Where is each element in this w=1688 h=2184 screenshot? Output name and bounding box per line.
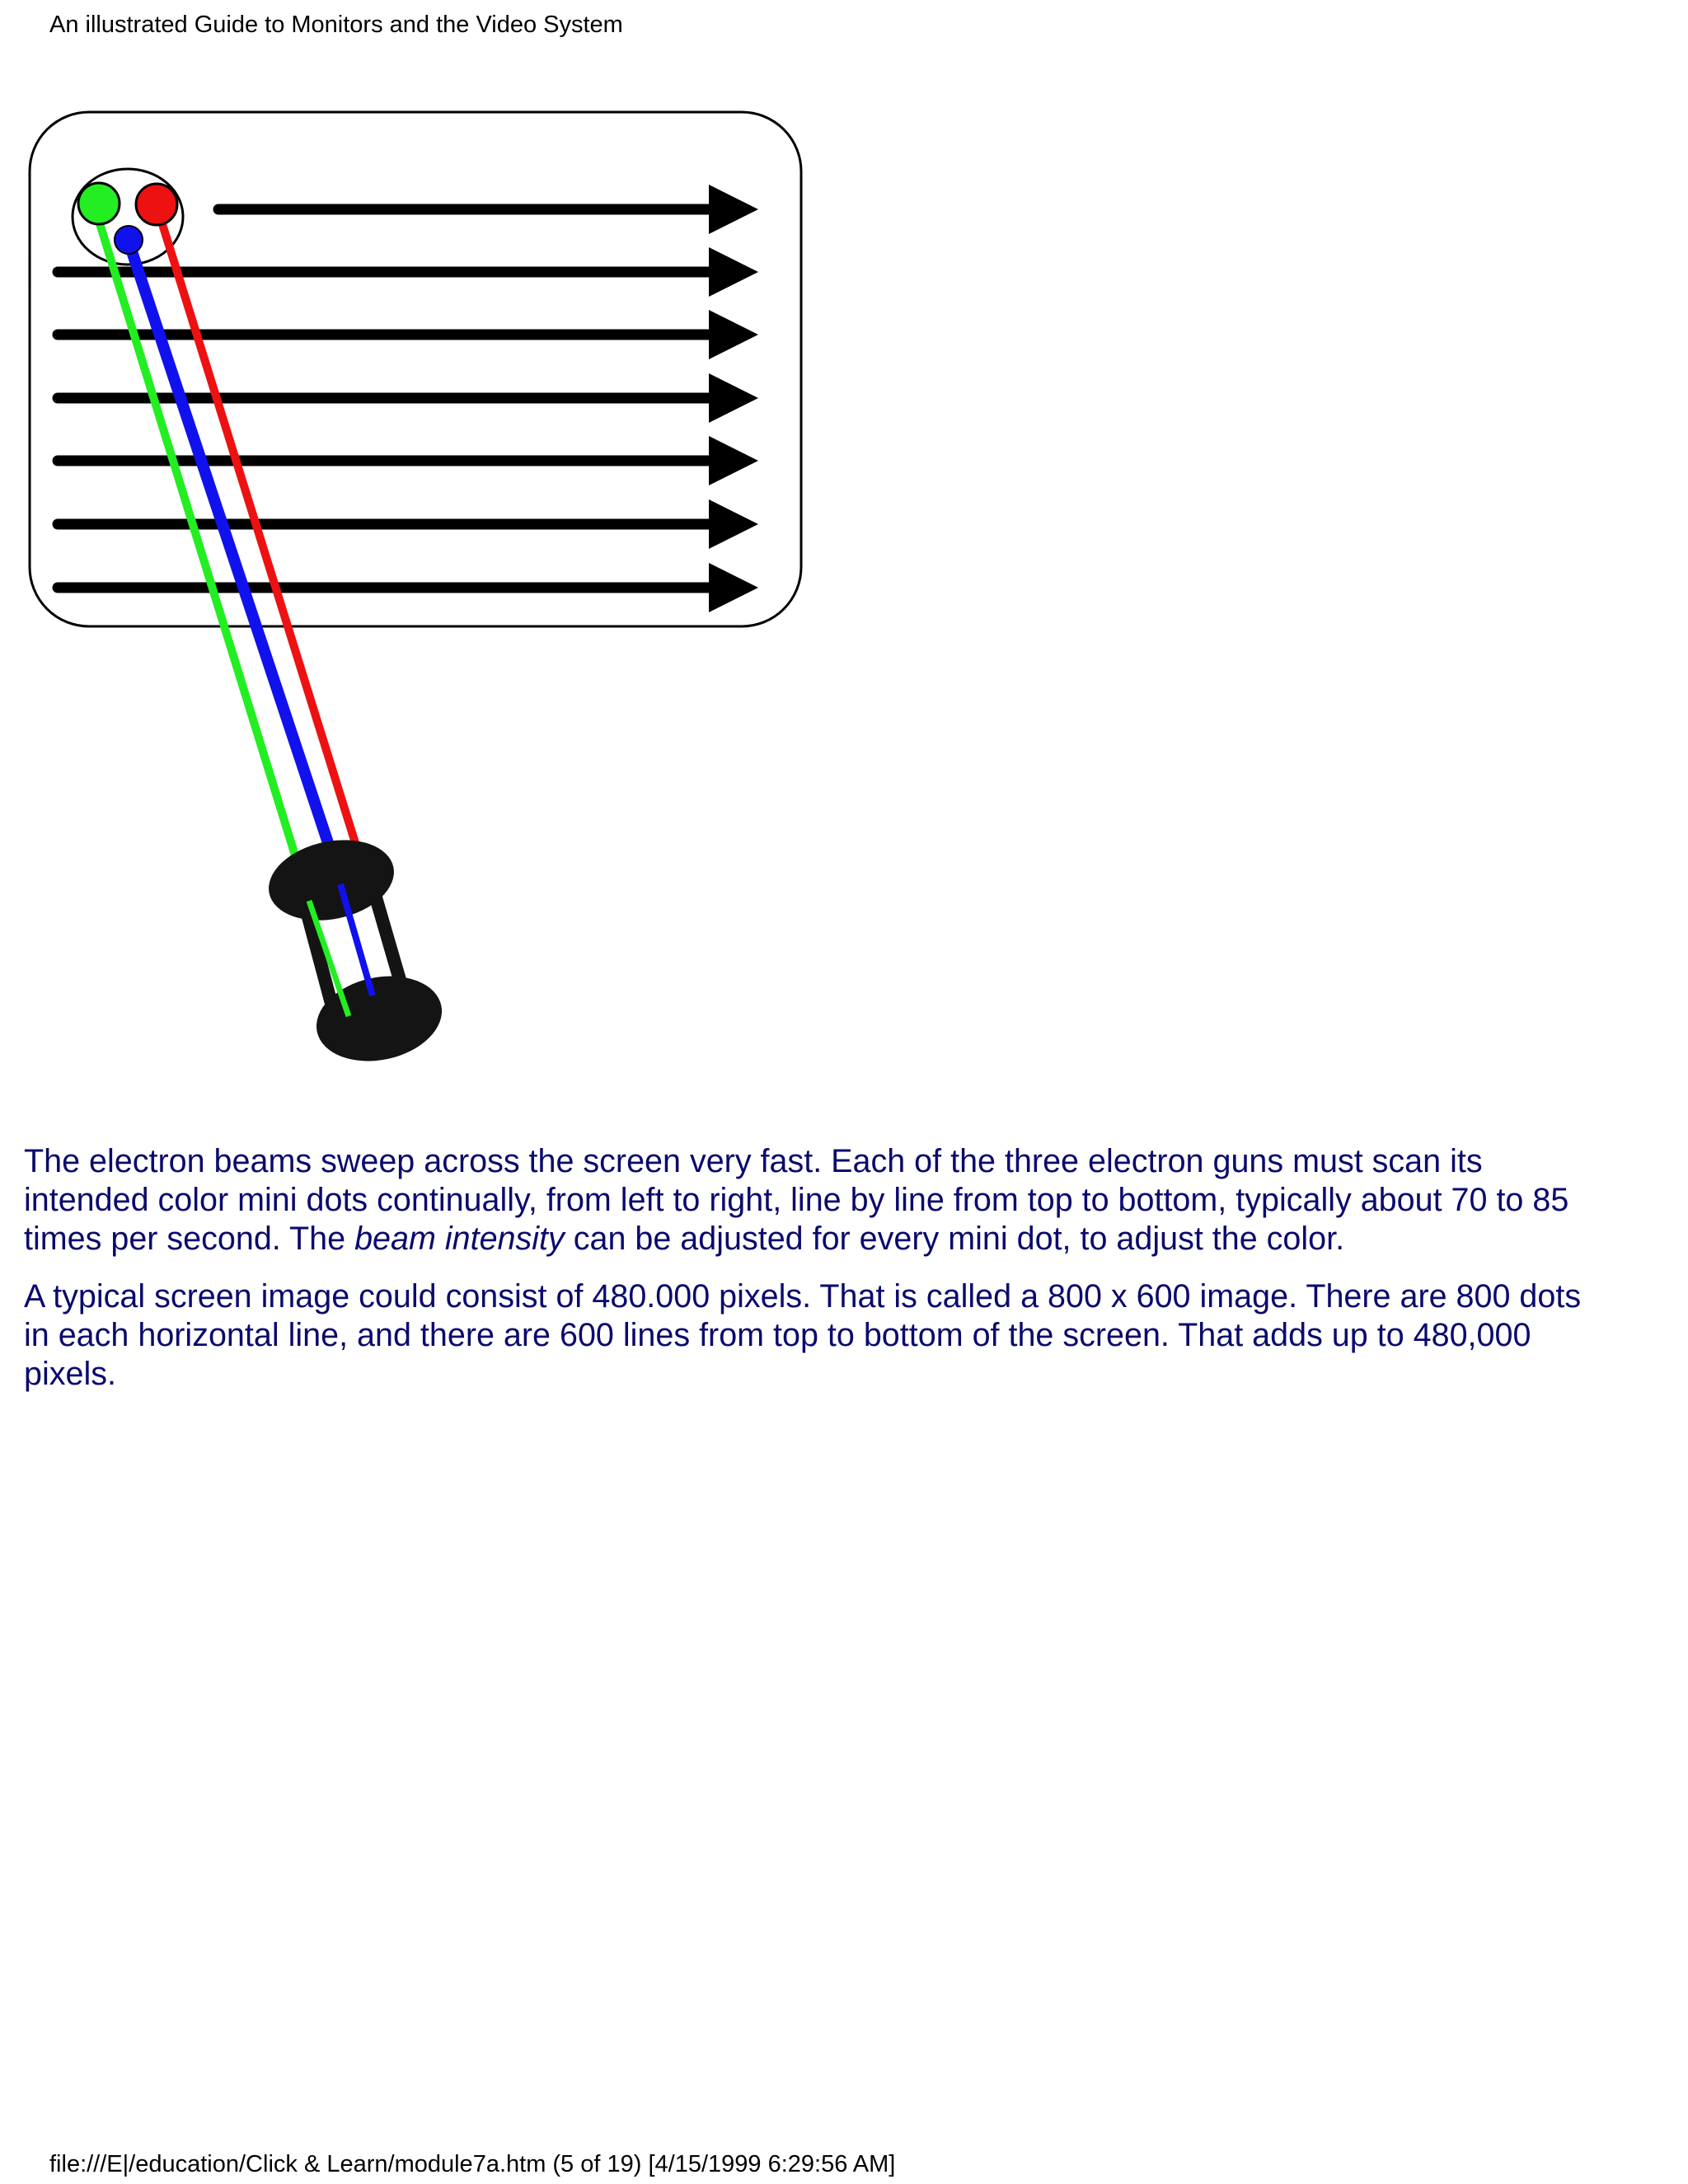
text-line: in each horizontal line, and there are 600 lines from top to bottom of the screen. That adds up to 480,000: [24, 1317, 1531, 1353]
blue-gun-dot: [115, 226, 143, 254]
paragraph-scan-description: [24, 1142, 1664, 1258]
page-header-title: An illustrated Guide to Monitors and the Video System: [49, 12, 623, 38]
text-segment: can be adjusted for every mini dot, to adjust the color.: [564, 1221, 1345, 1257]
page-footer-url: file:///E|/education/Click & Learn/module7a.htm (5 of 19) [4/15/1999 6:29:56 AM]: [49, 2151, 896, 2177]
text-line: [24, 1220, 1664, 1258]
text-line: A typical screen image could consist of 480.000 pixels. That is called a 800 x 600 image. There are 800 dots: [24, 1278, 1582, 1315]
paragraph-pixel-count: [24, 1277, 1664, 1394]
text-line: intended color mini dots continually, from left to right, line by line from top to bottom, typically about 70 to 85: [24, 1182, 1569, 1218]
electron-gun-cylinder: [261, 829, 450, 1072]
red-gun-dot: [136, 184, 177, 225]
text-segment: times per second. The: [24, 1221, 355, 1257]
text-line: The electron beams sweep across the screen very fast. Each of the three electron guns must scan its: [24, 1143, 1483, 1179]
electron-beam-scan-figure: [25, 105, 808, 1078]
text-line: pixels.: [24, 1356, 116, 1392]
green-gun-dot: [78, 183, 120, 224]
body-text: [24, 1142, 1664, 1413]
beam-intensity-emphasis: beam intensity: [354, 1221, 565, 1257]
